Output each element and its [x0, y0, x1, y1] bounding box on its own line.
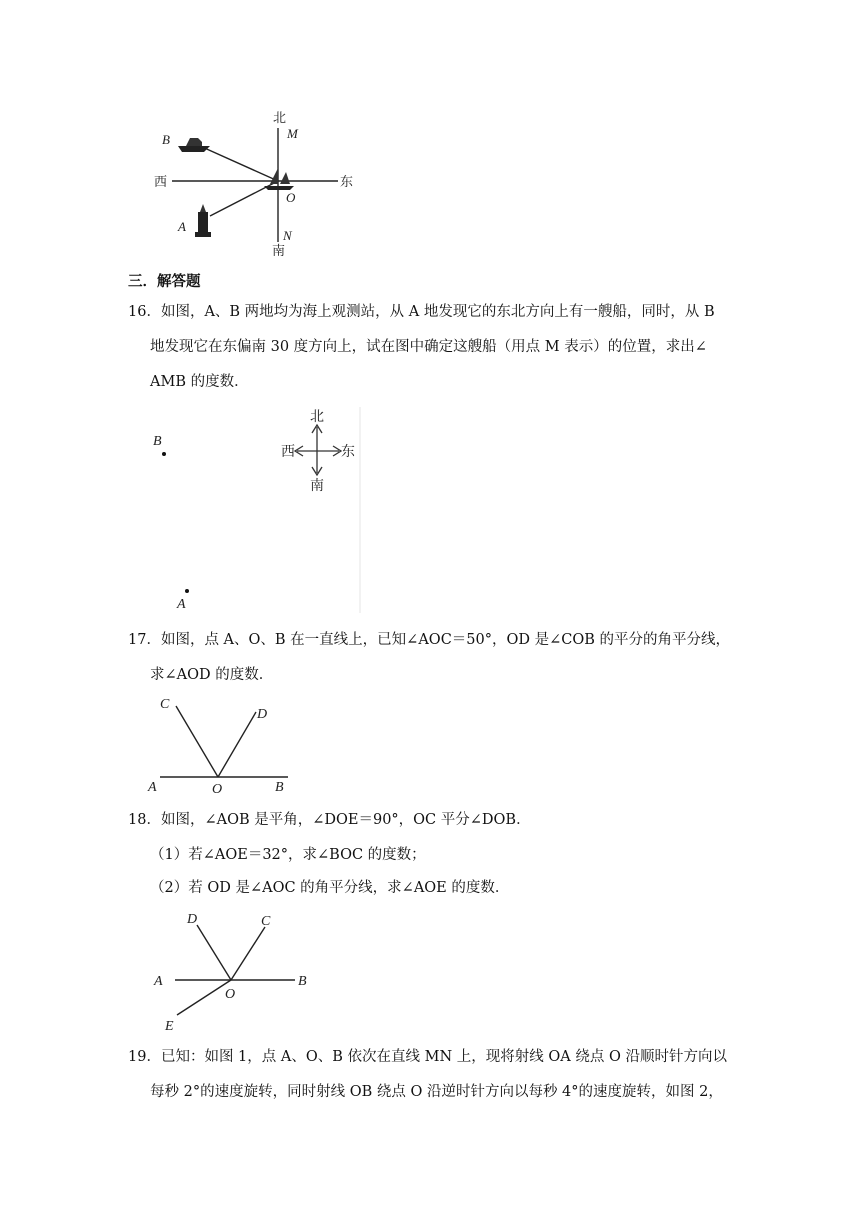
q17-figure [140, 690, 300, 800]
compass-figure [140, 100, 370, 260]
point-A-label: A [178, 219, 186, 234]
q19-text-line-2: 每秒 2°的速度旋转，同时射线 OB 绕点 O 沿逆时针方向以每秒 4°的速度旋转，如图 2， [150, 1084, 723, 1100]
north-label: 北 [273, 111, 287, 126]
q16-text-line-2: 地发现它在东偏南 30 度方向上，试在图中确定这艘船（用点 M 表示）的位置，求出∠ [150, 339, 707, 355]
ray-OC [231, 927, 265, 980]
ray-OC [176, 706, 218, 777]
q16-text-line-1: 16．如图，A、B 两地均为海上观测站，从 A 地发现它的东北方向上有一艘船，同时，从 B [128, 304, 715, 320]
point-A-label: A [177, 597, 186, 612]
point-B-label: B [275, 780, 284, 795]
point-A [185, 589, 189, 593]
point-M-label: M [287, 126, 298, 141]
sailboat-icon [264, 168, 294, 190]
point-E-label: E [165, 1019, 174, 1034]
point-N-label: N [283, 228, 292, 243]
point-O-label: O [286, 190, 296, 205]
point-C-label: C [261, 914, 271, 929]
point-D-label: D [187, 912, 198, 927]
q18-part-2: （2）若 OD 是∠AOC 的角平分线，求∠AOE 的度数． [150, 880, 510, 896]
south-label: 南 [310, 478, 324, 494]
west-label: 西 [281, 444, 295, 460]
ray-OB [200, 146, 278, 181]
ray-OD [197, 925, 231, 980]
ray-OD [218, 712, 256, 777]
ray-OE [177, 980, 231, 1015]
q17-text-line-2: 求∠AOD 的度数． [150, 667, 274, 683]
point-O-label: O [212, 782, 223, 797]
point-B [162, 452, 166, 456]
q18-part-1: （1）若∠AOE＝32°，求∠BOC 的度数； [150, 847, 426, 863]
section-title: 三．解答题 [128, 274, 201, 290]
ship-icon [178, 138, 210, 152]
point-D-label: D [257, 707, 268, 722]
point-B-label: B [162, 132, 170, 147]
south-label: 南 [272, 244, 286, 259]
north-label: 北 [310, 409, 324, 425]
point-C-label: C [160, 697, 170, 712]
q16-figure [145, 405, 370, 615]
point-B-label: B [298, 974, 307, 989]
q17-text-line-1: 17．如图，点 A、O、B 在一直线上，已知∠AOC＝50°，OD 是∠COB 的平分的角平分线， [128, 632, 731, 648]
q19-text-line-1: 19．已知：如图 1，点 A、O、B 依次在直线 MN 上，现将射线 OA 绕点 O 沿顺时针方向以 [128, 1049, 727, 1065]
q18-text-line-1: 18．如图，∠AOB 是平角，∠DOE＝90°，OC 平分∠DOB． [128, 812, 531, 828]
q18-figure [145, 905, 325, 1035]
point-O-label: O [225, 987, 236, 1002]
lighthouse-icon [195, 204, 211, 237]
east-label: 东 [340, 175, 354, 190]
east-label: 东 [341, 444, 355, 460]
point-B-label: B [153, 434, 162, 449]
west-label: 西 [154, 175, 168, 190]
point-A-label: A [154, 974, 163, 989]
q16-text-line-3: AMB 的度数． [150, 374, 249, 390]
point-A-label: A [148, 780, 157, 795]
